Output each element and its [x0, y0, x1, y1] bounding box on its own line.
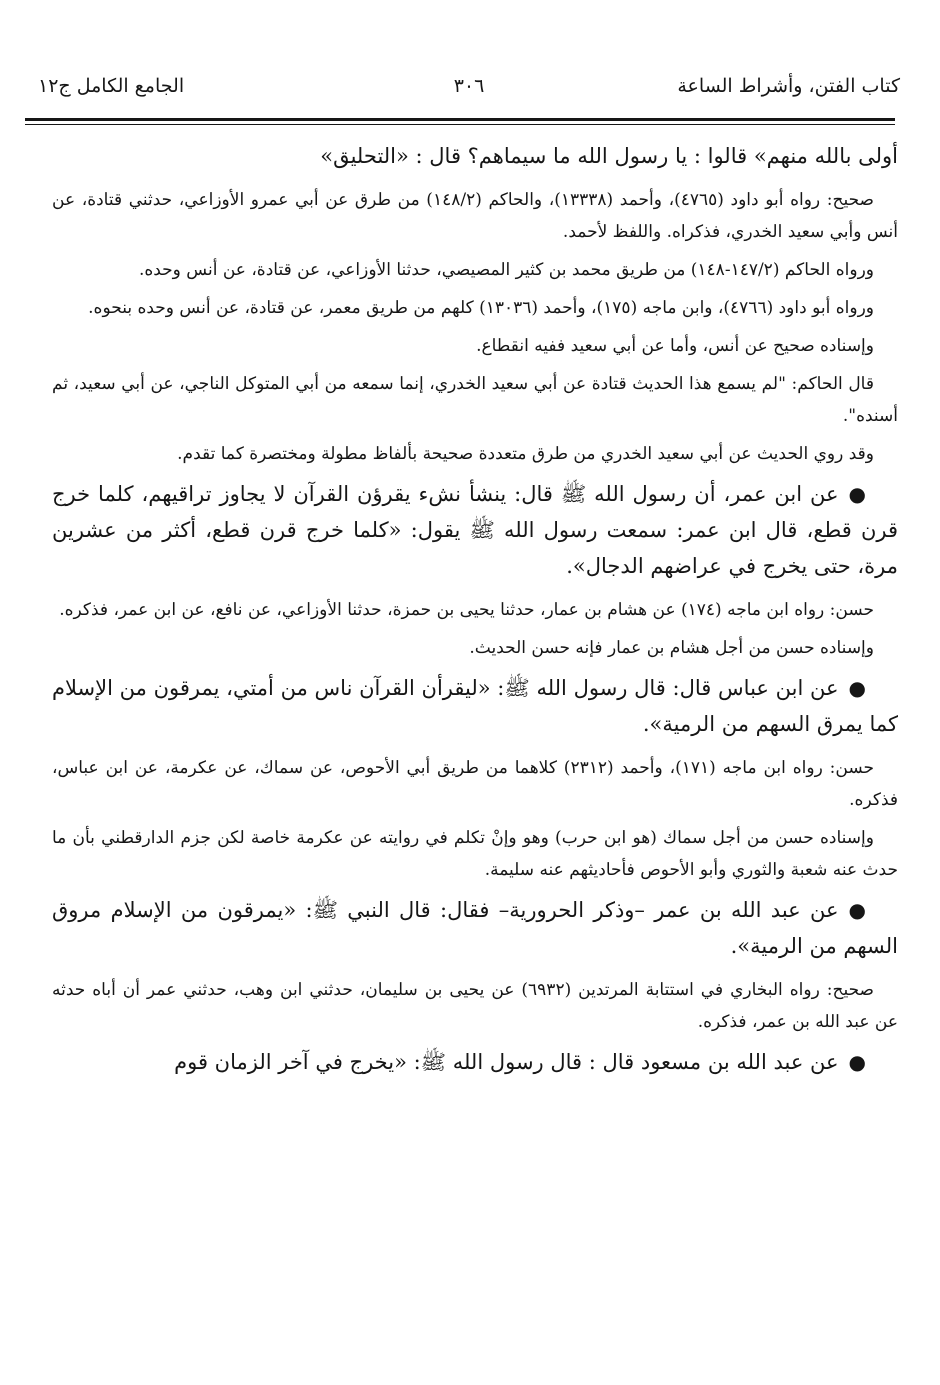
header-rule-thick — [25, 118, 895, 121]
book-title: الجامع الكامل ج١٢ — [38, 75, 185, 97]
bullet-icon: ● — [848, 482, 866, 506]
hadith-text: عن ابن عباس قال: قال رسول الله ﷺ: «ليقرأن القرآن ناس من أمتي، يمرقون من الإسلام كما يمرق السهم من الرمية». — [52, 676, 898, 736]
running-header — [38, 66, 900, 106]
takhrij-note: وإسناده حسن من أجل هشام بن عمار فإنه حسن الحديث. — [469, 638, 874, 658]
page-number: ٣٠٦ — [453, 75, 485, 97]
hadith-text: عن عبد الله بن مسعود قال : قال رسول الله ﷺ: «يخرج في آخر الزمان قوم — [174, 1050, 839, 1074]
hadith-item — [52, 892, 898, 964]
takhrij-note: حسن: رواه ابن ماجه (١٧٤) عن هشام بن عمار، حدثنا يحيى بن حمزة، حدثنا الأوزاعي، عن نافع، عن ابن عمر، فذكره. — [59, 600, 874, 620]
takhrij-note: حسن: رواه ابن ماجه (١٧١)، وأحمد (٢٣١٢) كلاهما من طريق أبي الأحوص، عن سماك، عن عكرمة، عن ابن عباس، فذكره. — [52, 758, 898, 810]
takhrij-note: صحيح: رواه البخاري في استتابة المرتدين (٦٩٣٢) عن يحيى بن سليمان، حدثني ابن وهب، حدثني عمر أن أباه حدثه عن عبد الله بن عمر، فذكره. — [52, 980, 898, 1032]
page-body — [52, 138, 898, 1090]
takhrij-note: وإسناده حسن من أجل سماك (هو ابن حرب) وهو وإنْ تكلم في روايته عن عكرمة خاصة لكن جزم الدارقطني بأن ما حدث عنه شعبة والثوري وأبو الأحوص فأحاديثهم عنه سليمة. — [52, 828, 898, 880]
bullet-icon: ● — [848, 676, 866, 700]
header-rule-thin — [25, 124, 895, 125]
hadith-item — [52, 476, 898, 584]
bullet-icon: ● — [848, 898, 866, 922]
bullet-icon: ● — [848, 1050, 866, 1074]
hadith-item — [52, 670, 898, 742]
takhrij-note: صحيح: رواه أبو داود (٤٧٦٥)، وأحمد (١٣٣٣٨)، والحاكم (١٤٨/٢) من طرق عن أبي عمرو الأوزاعي، حدثني قتادة، عن أنس وأبي سعيد الخدري، فذكراه. واللفظ لأحمد. — [52, 190, 898, 242]
hadith-text: عن عبد الله بن عمر –وذكر الحرورية– فقال: قال النبي ﷺ: «يمرقون من الإسلام مروق السهم من الرمية». — [52, 898, 898, 958]
hadith-continuation: أولى بالله منهم» قالوا : يا رسول الله ما سيماهم؟ قال : «التحليق» — [320, 144, 898, 168]
takhrij-note: وقد روي الحديث عن أبي سعيد الخدري من طرق متعددة صحيحة بألفاظ مطولة ومختصرة كما تقدم. — [177, 444, 874, 464]
takhrij-note: ورواه الحاكم (١٤٧/٢-١٤٨) من طريق محمد بن كثير المصيصي، حدثنا الأوزاعي، عن قتادة، عن أنس وحده. — [138, 260, 874, 280]
takhrij-note: وإسناده صحيح عن أنس، وأما عن أبي سعيد ففيه انقطاع. — [476, 336, 874, 356]
takhrij-note: ورواه أبو داود (٤٧٦٦)، وابن ماجه (١٧٥)، وأحمد (١٣٠٣٦) كلهم من طريق معمر، عن قتادة، عن أنس وحده بنحوه. — [88, 298, 874, 318]
hadith-item — [52, 1044, 898, 1080]
hadith-text: عن ابن عمر، أن رسول الله ﷺ قال: ينشأ نشء يقرؤن القرآن لا يجاوز تراقيهم، كلما خرج قرن قطع، قال ابن عمر: سمعت رسول الله ﷺ يقول: «كلما خرج قرن قطع، أكثر من عشرين مرة، حتى يخرج في عراضهم الدجال». — [52, 482, 898, 578]
chapter-title: كتاب الفتن، وأشراط الساعة — [677, 75, 900, 97]
takhrij-note: قال الحاكم: "لم يسمع هذا الحديث قتادة عن أبي سعيد الخدري، إنما سمعه من أبي المتوكل الناجي، عن أبي سعيد، ثم أسنده". — [52, 374, 898, 426]
